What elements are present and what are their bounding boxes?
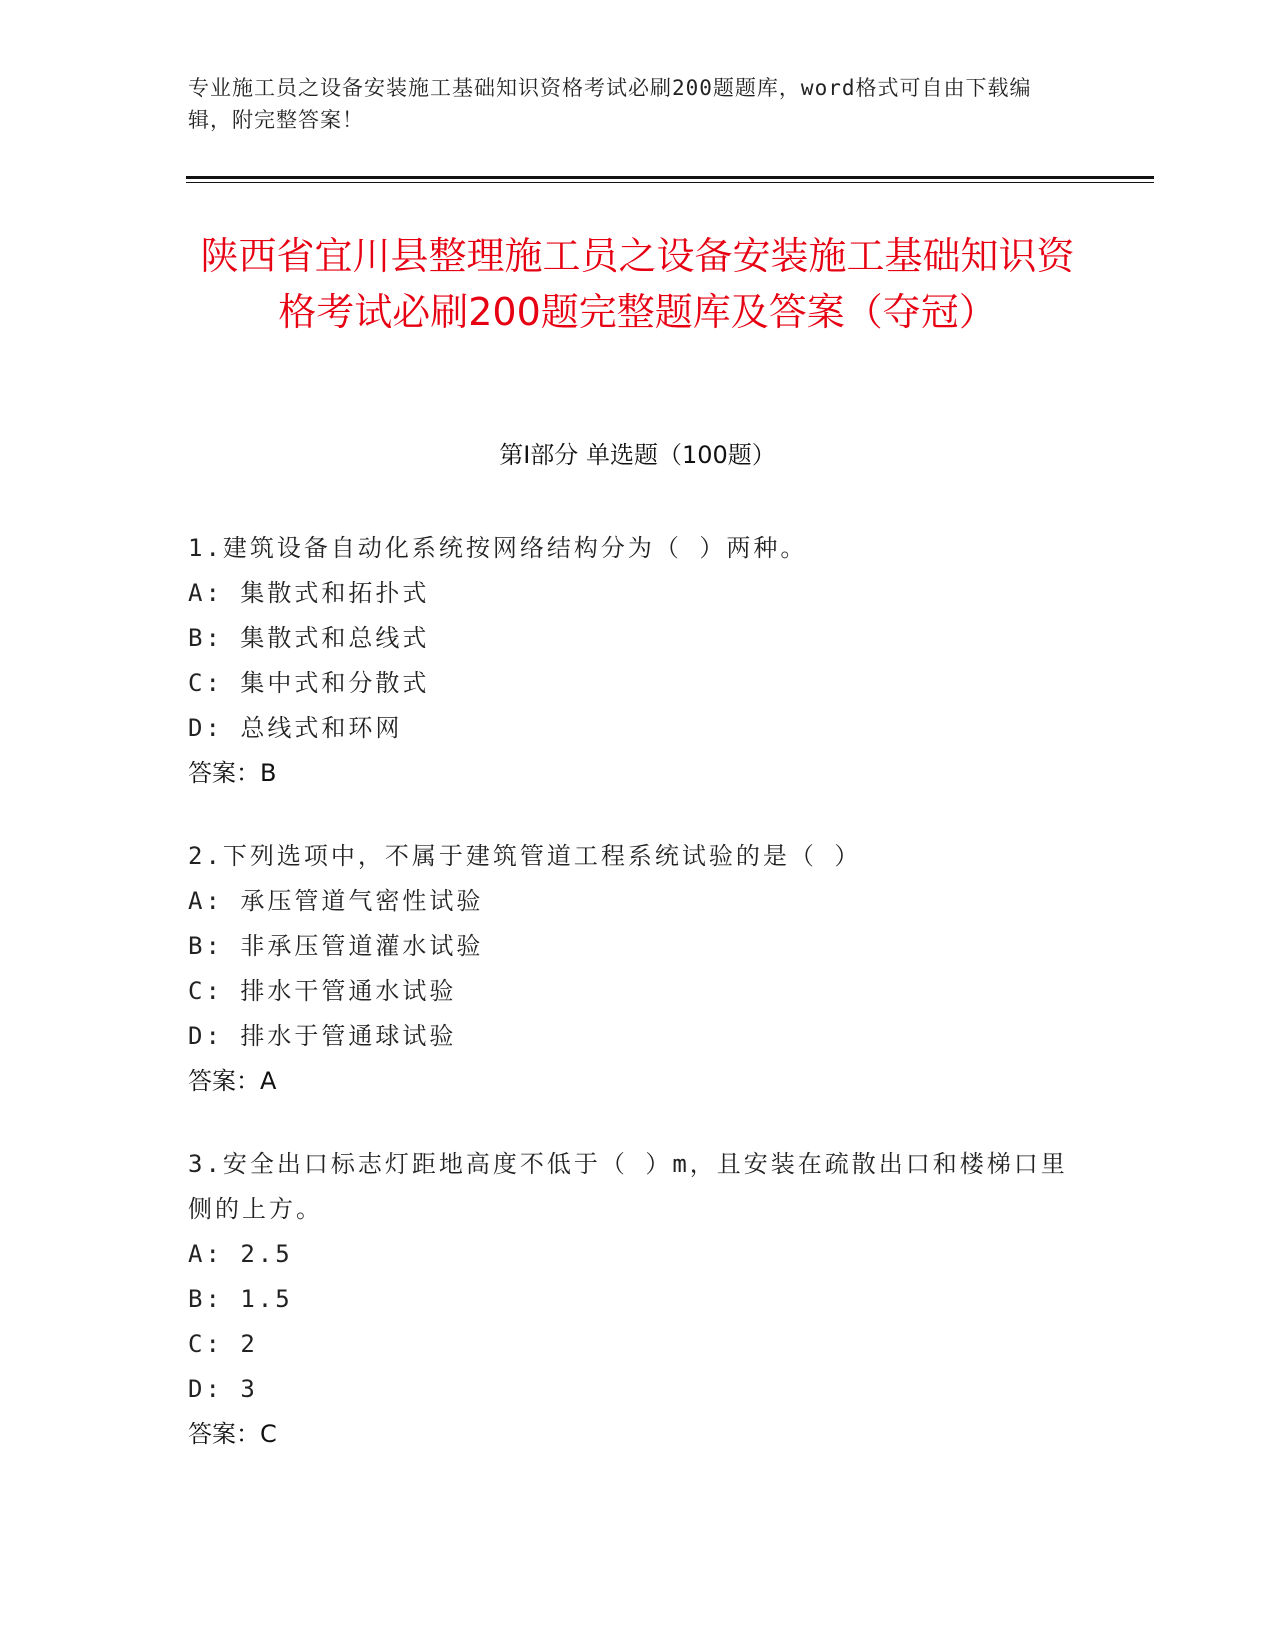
- header-divider-thin: [186, 182, 1154, 183]
- question-list: [188, 526, 1068, 1495]
- question-stem: 2.下列选项中，不属于建筑管道工程系统试验的是（ ）: [188, 842, 862, 870]
- header-note: 专业施工员之设备安装施工基础知识资格考试必刷200题题库，word格式可自由下载编辑，附完整答案！: [188, 76, 1032, 132]
- question-stem: 1.建筑设备自动化系统按网络结构分为（ ）两种。: [188, 534, 808, 562]
- answer-line: 答案：B: [188, 759, 277, 787]
- answer-line: 答案：C: [188, 1420, 277, 1448]
- option-d: D: 3: [188, 1375, 258, 1403]
- option-b: B: 集散式和总线式: [188, 624, 430, 652]
- document-title: 陕西省宜川县整理施工员之设备安装施工基础知识资格考试必刷200题完整题库及答案（夺冠）: [200, 234, 1075, 334]
- question-item: [188, 1142, 1068, 1457]
- option-b: B: 1.5: [188, 1285, 293, 1313]
- option-b: B: 非承压管道灌水试验: [188, 932, 484, 960]
- option-a: A: 2.5: [188, 1240, 293, 1268]
- option-d: D: 排水于管通球试验: [188, 1022, 457, 1050]
- question-stem: 3.安全出口标志灯距地高度不低于（ ）m，且安装在疏散出口和楼梯口里侧的上方。: [188, 1150, 1068, 1223]
- answer-line: 答案：A: [188, 1067, 277, 1095]
- option-c: C: 集中式和分散式: [188, 669, 430, 697]
- option-c: C: 2: [188, 1330, 258, 1358]
- section-heading: 第I部分 单选题（100题）: [499, 441, 776, 469]
- option-a: A: 集散式和拓扑式: [188, 579, 430, 607]
- question-item: [188, 834, 1068, 1104]
- option-a: A: 承压管道气密性试验: [188, 887, 484, 915]
- question-item: [188, 526, 1068, 796]
- option-c: C: 排水干管通水试验: [188, 977, 457, 1005]
- option-d: D: 总线式和环网: [188, 714, 403, 742]
- header-divider-thick: [186, 176, 1154, 179]
